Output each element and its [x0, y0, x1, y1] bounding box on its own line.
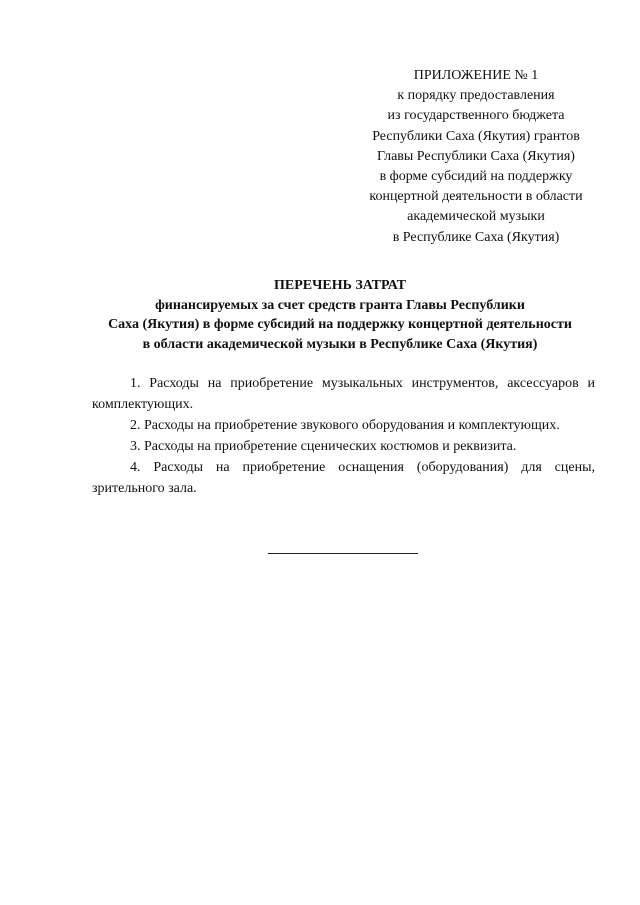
appendix-line: ПРИЛОЖЕНИЕ № 1: [413, 68, 539, 83]
title-line: Саха (Якутия) в форме субсидий на поддержку концертной деятельности: [108, 317, 572, 332]
document-title: [80, 276, 600, 354]
appendix-header: [352, 66, 600, 248]
end-separator-line: [268, 553, 418, 554]
appendix-line: концертной деятельности в области: [369, 189, 583, 205]
appendix-line: Главы Республики Саха (Якутия): [377, 148, 575, 164]
expense-item: 2. Расходы на приобретение звукового оборудования и комплектующих.: [130, 418, 560, 433]
title-line: в области академической музыки в Республике Саха (Якутия): [142, 336, 538, 352]
title-line: ПЕРЕЧЕНЬ ЗАТРАТ: [274, 278, 406, 293]
title-line: финансируемых за счет средств гранта Главы Республики: [155, 297, 525, 313]
expense-item: 4. Расходы на приобретение оснащения (оборудования) для сцены, зрительного зала.: [92, 460, 595, 496]
appendix-line: академической музыки: [407, 209, 545, 225]
appendix-line: в форме субсидий на поддержку: [379, 169, 573, 185]
appendix-line: Республики Саха (Якутия) грантов: [372, 128, 580, 144]
appendix-line: к порядку предоставления: [397, 88, 555, 104]
expense-item: 1. Расходы на приобретение музыкальных инструментов, аксессуаров и комплектующих.: [92, 376, 595, 412]
expense-list: [92, 373, 595, 499]
appendix-line: из государственного бюджета: [387, 108, 565, 124]
appendix-line: в Республике Саха (Якутия): [392, 229, 560, 245]
expense-item: 3. Расходы на приобретение сценических костюмов и реквизита.: [130, 439, 517, 454]
